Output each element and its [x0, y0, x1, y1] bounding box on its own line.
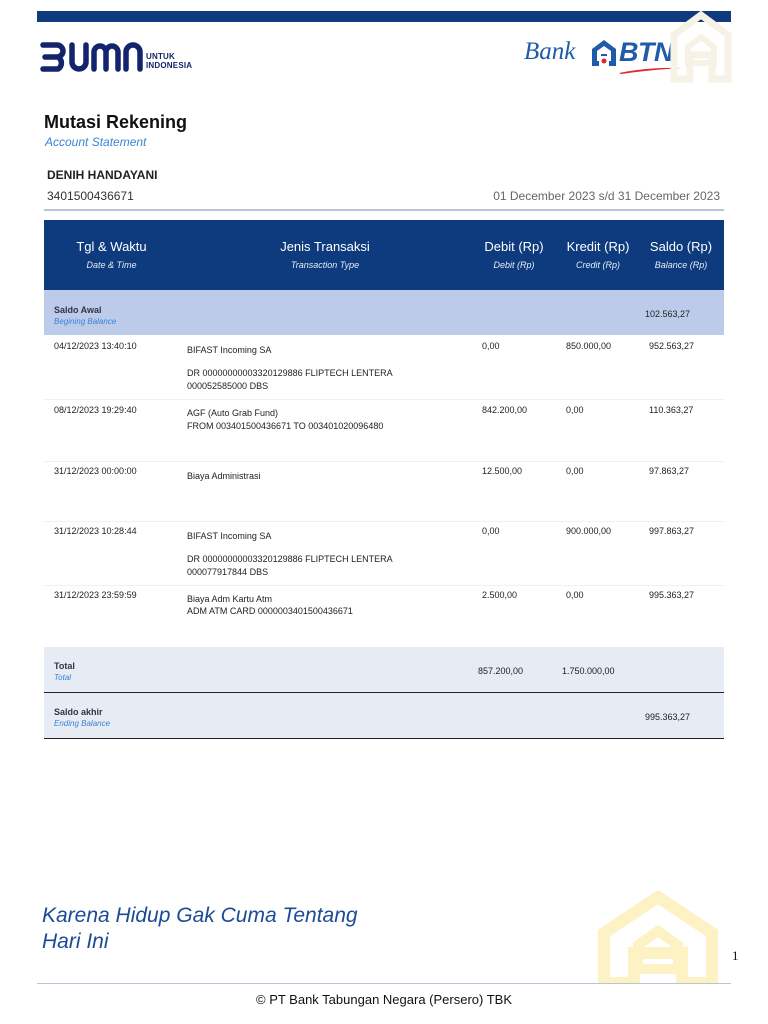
house-icon — [591, 39, 617, 67]
footer-divider — [37, 983, 731, 984]
col-type: Jenis Transaksi Transaction Type — [280, 239, 370, 270]
table-row: 08/12/2023 19:29:40 AGF (Auto Grab Fund) FROM 003401500436671 TO 003401020096480 842.200,00 0,00 110.363,27 — [44, 400, 724, 462]
watermark-house-icon — [598, 891, 718, 983]
tagline: Karena Hidup Gak Cuma Tentang Hari Ini — [42, 904, 358, 953]
table-row: 31/12/2023 10:28:44 BIFAST Incoming SA DR 00000000003320129886 FLIPTECH LENTERA 000077917844 DBS 0,00 900.000,00 997.863,27 — [44, 522, 724, 586]
account-number: 3401500436671 — [47, 189, 134, 203]
total-credit: 1.750.000,00 — [562, 666, 615, 676]
total-debit: 857.200,00 — [478, 666, 524, 676]
opening-balance-value: 102.563,27 — [645, 309, 691, 319]
table-row: 31/12/2023 23:59:59 Biaya Adm Kartu Atm ADM ATM CARD 0000003401500436671 2.500,00 0,00 995.363,27 — [54, 590, 695, 616]
copyright: © PT Bank Tabungan Negara (Persero) TBK — [256, 992, 512, 1007]
col-balance: Saldo (Rp) Balance (Rp) — [649, 239, 713, 270]
customer-name: DENIH HANDAYANI — [47, 168, 158, 182]
col-debit: Debit (Rp) Debit (Rp) — [484, 239, 544, 270]
col-credit: Kredit (Rp) Credit (Rp) — [566, 239, 630, 270]
top-bar — [37, 11, 731, 22]
closing-balance-value: 995.363,27 — [645, 712, 691, 722]
bank-btn-logo — [524, 36, 694, 78]
total-row: Total Total 857.200,00 1.750.000,00 — [44, 647, 724, 693]
bank-word: Bank — [524, 38, 576, 65]
table-row: 04/12/2023 13:40:10 BIFAST Incoming SA DR 00000000003320129886 FLIPTECH LENTERA 000052585000 DBS 0,00 850.000,00 952.563,27 — [44, 336, 724, 400]
watermark-house-icon — [670, 11, 732, 83]
page-number: 1 — [732, 948, 739, 963]
col-date: Tgl & Waktu Date & Time — [76, 239, 147, 270]
btn-word: BTN — [619, 37, 673, 67]
page-title: Mutasi Rekening — [44, 112, 188, 132]
opening-balance-row: Saldo Awal Begining Balance 102.563,27 — [44, 290, 724, 335]
closing-balance-row: Saldo akhir Ending Balance 995.363,27 — [44, 693, 724, 739]
bumn-logo — [40, 40, 144, 74]
statement-period: 01 December 2023 s/d 31 December 2023 — [493, 189, 720, 203]
divider — [44, 209, 724, 211]
bumn-tagline: UNTUK INDONESIA — [146, 52, 193, 70]
table-header — [44, 220, 724, 290]
table-row: 31/12/2023 00:00:00 Biaya Administrasi 12.500,00 0,00 97.863,27 — [44, 462, 724, 522]
page-subtitle: Account Statement — [45, 135, 147, 149]
